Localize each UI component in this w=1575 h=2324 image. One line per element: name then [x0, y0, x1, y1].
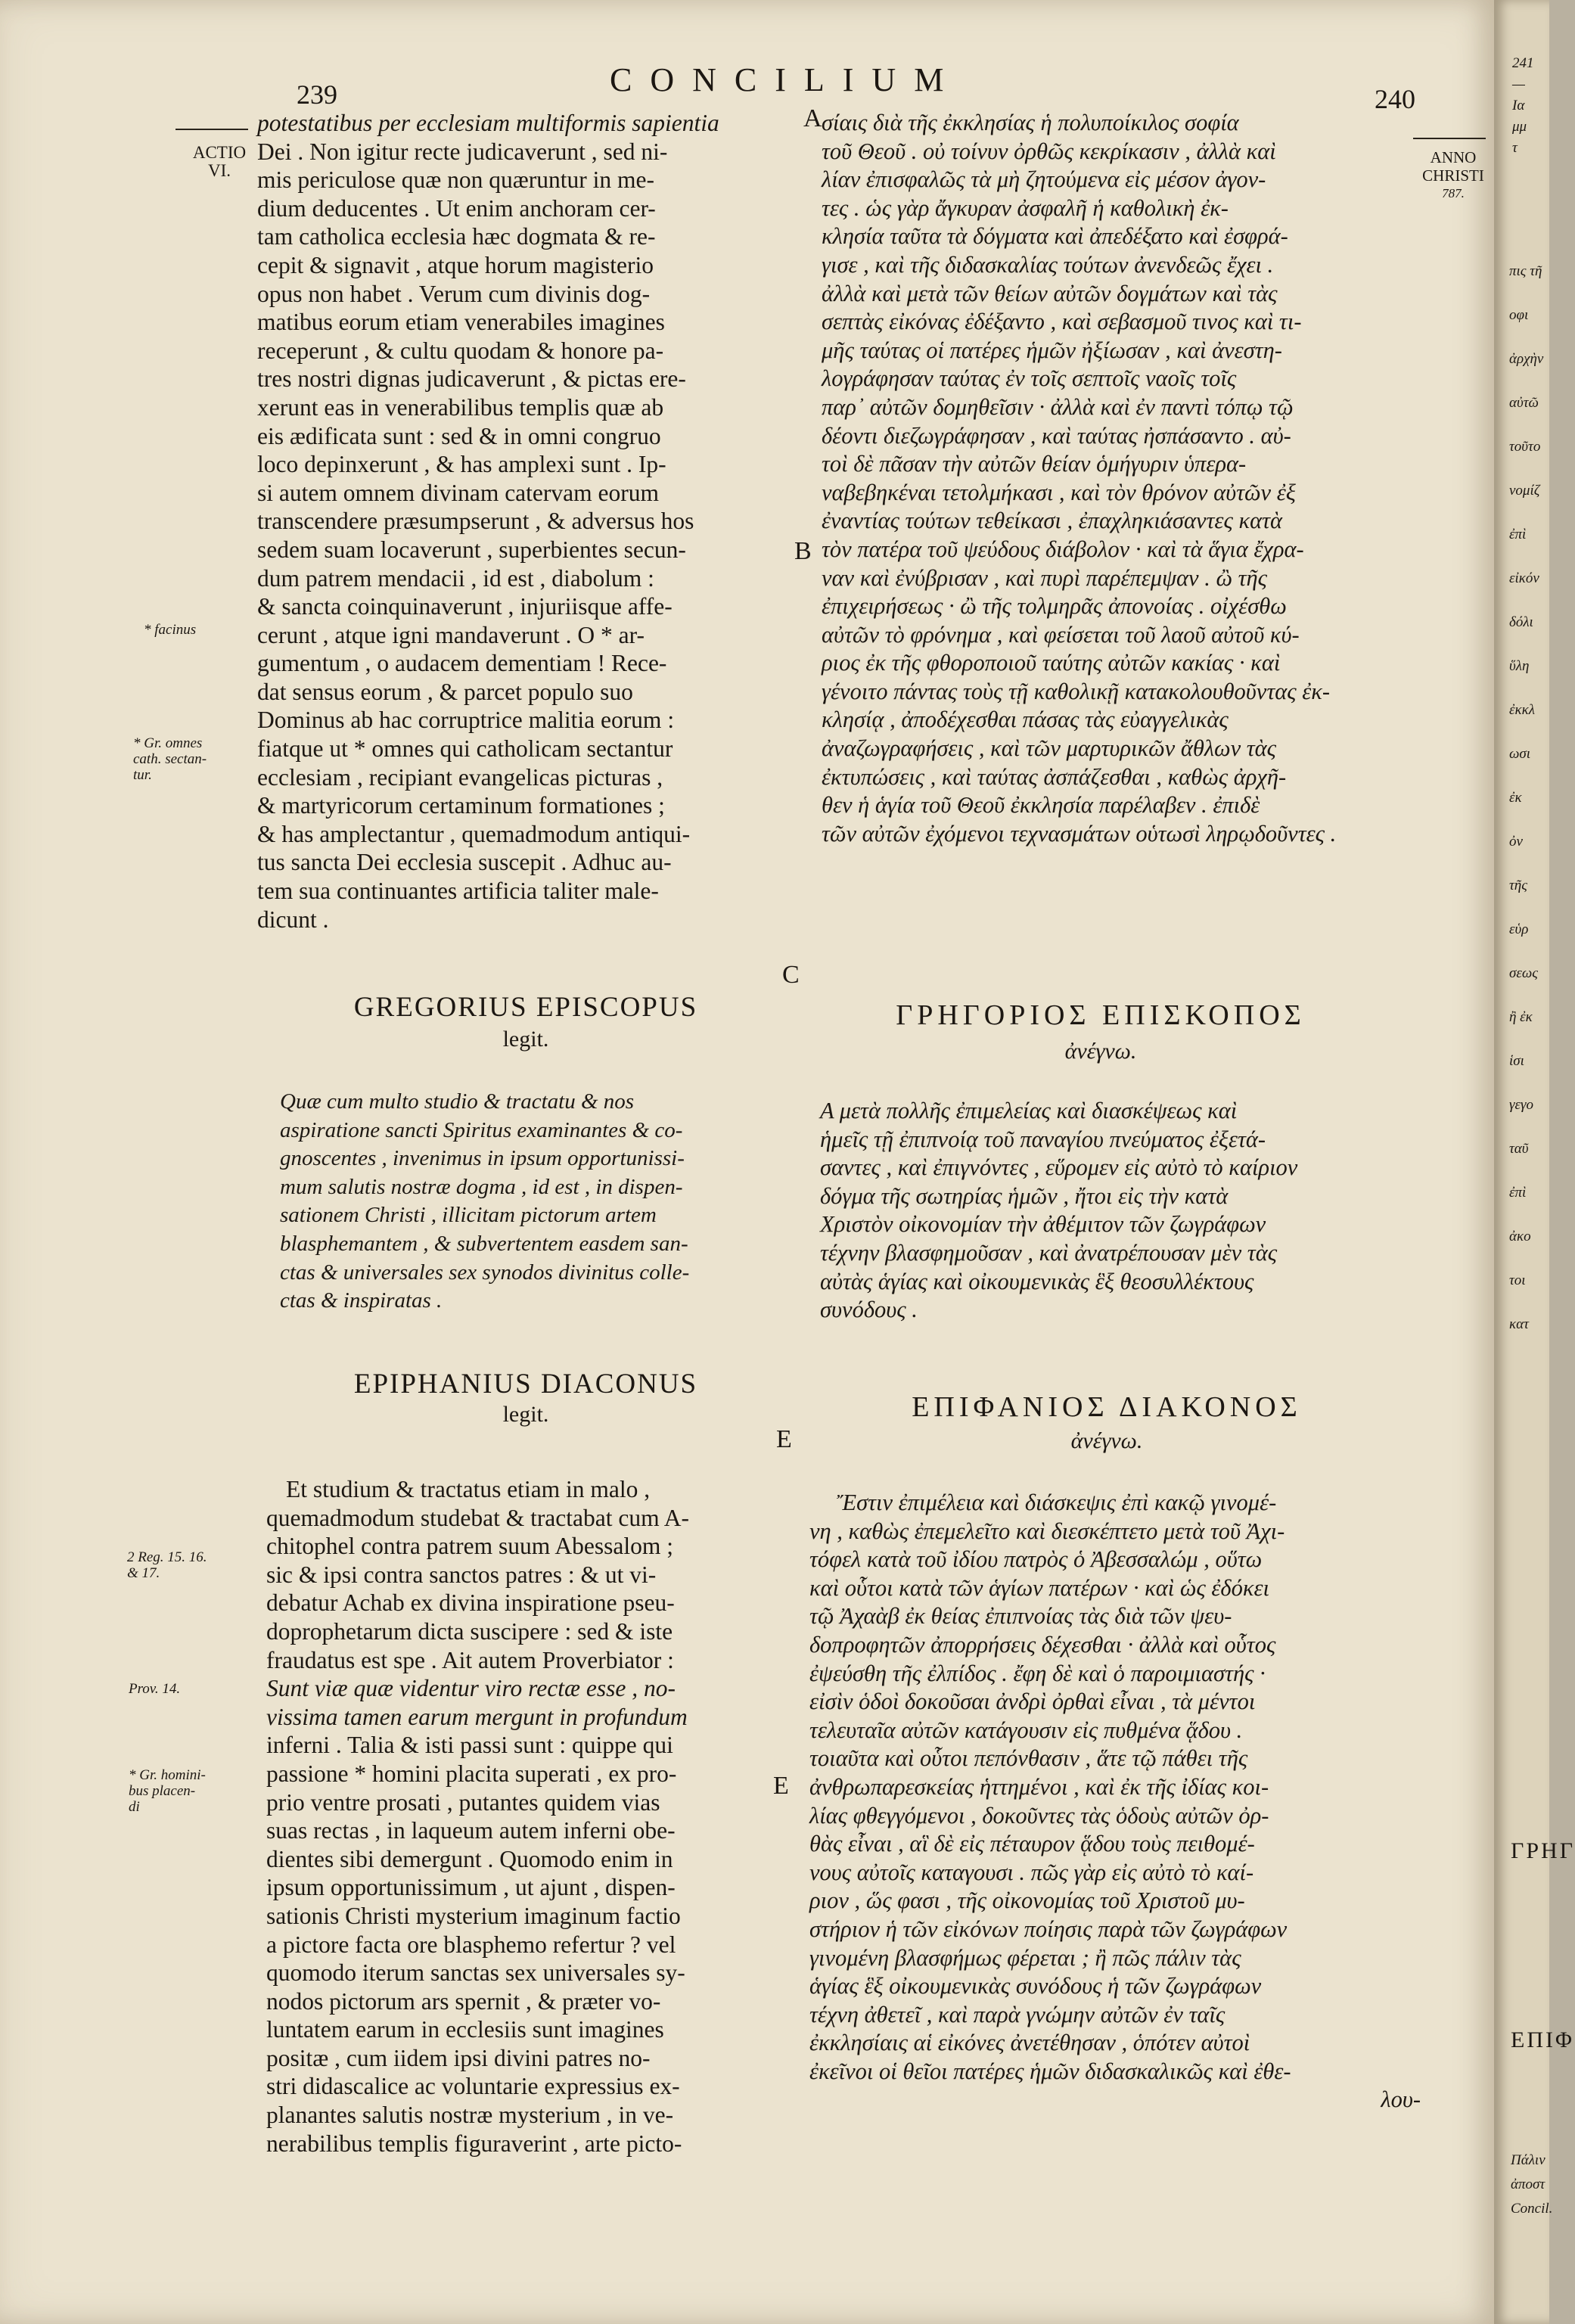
actio-label: [174, 144, 265, 180]
text-line: sedem suam locaverunt , superbientes secun-: [257, 536, 686, 563]
text-line: τέχνην βλασφημοῦσαν , καὶ ἀνατρέπουσαν μὲν τὰς: [820, 1239, 1278, 1266]
text-line: matibus eorum etiam venerabiles imagines: [257, 309, 665, 336]
text-line: σίαις διὰ τῆς ἐκκλησίας ἡ πολυποίκιλος σοφία: [822, 110, 1239, 135]
fragment-line: ταῦ: [1509, 1141, 1529, 1157]
text-line: αὐτῶν τὸ φρόνημα , καὶ φείσεται τοῦ λαοῦ αὐτοῦ κύ-: [822, 621, 1300, 648]
text-line: τέχνη ἀθετεῖ , καὶ παρὰ γνώμην αὐτῶν ἐν ταῖς: [809, 2001, 1226, 2027]
text-line: μῆς ταύτας οἱ πατέρες ἡμῶν ἠξίωσαν , καὶ ἀνεστη-: [822, 337, 1282, 363]
text-line: νους αὐτοῖς καταγουσι . πῶς γὰρ εἰς αὐτὸ τὸ καί-: [809, 1859, 1254, 1885]
text-line: sationis Christi mysterium imaginum factio: [266, 1902, 681, 1929]
text-line: vissima tamen earum mergunt in profundum: [266, 1703, 688, 1730]
page-number-right: 240: [1375, 84, 1415, 114]
text-line: suas rectas , in laqueum autem inferni obe-: [266, 1817, 676, 1844]
marginal-note-facinus: * facinus: [144, 622, 197, 638]
text-line: θὰς εἶναι , αἳ δὲ εἰς πέταυρον ᾅδου τοὺς πειθομέ-: [809, 1831, 1255, 1857]
text-line: passione * homini placita superati , ex pro-: [266, 1760, 677, 1787]
text-line: quemadmodum studebat & tractabat cum A-: [266, 1504, 689, 1531]
note-line: * Gr. omnes: [133, 735, 203, 751]
text-line: ριος ἐκ τῆς φθοροποιοῦ ταύτης αὐτῶν κακίας · καὶ: [822, 650, 1281, 676]
text-line: ipsum opportunissimum , ut ajunt , dispen-: [266, 1874, 676, 1901]
section-marker-b: B: [794, 537, 812, 565]
fragment-line: ἐκ: [1509, 790, 1522, 806]
fragment-line: τ: [1512, 140, 1518, 156]
note-line: 2 Reg. 15. 16.: [127, 1549, 207, 1565]
next-page-heading-epif: ΕΠΙΦ: [1511, 2027, 1574, 2052]
marginal-note-gr-homini: [129, 1767, 227, 1815]
gregorius-sub-greek: ἀνέγνω.: [1064, 1039, 1137, 1064]
text-line: ἐκεῖνοι οἱ θεῖοι πατέρες ἡμῶν διδασκαλικῶς καὶ ἐθε-: [809, 2058, 1291, 2084]
gregorius-latin-text: [280, 1088, 788, 1316]
text-line: Et studium & tractatus etiam in malo ,: [286, 1476, 651, 1502]
text-line: Α μετὰ πολλῆς ἐπιμελείας καὶ διασκέψεως καὶ: [820, 1098, 1238, 1123]
actio-word: ACTIO: [192, 143, 247, 162]
fragment-line: Ια: [1512, 98, 1525, 113]
note-line: tur.: [133, 767, 152, 783]
text-line: tam catholica ecclesia hæc dogmata & re-: [257, 223, 656, 250]
text-line: συνόδους .: [820, 1297, 918, 1323]
fragment-line: τῆς: [1509, 878, 1527, 893]
fragment-line: αὐτῶ: [1509, 395, 1539, 411]
fragment-line: δόλι: [1509, 614, 1533, 630]
fragment-line: ἐπὶ: [1509, 527, 1527, 542]
text-line: αὐτὰς ἁγίας καὶ οἰκουμενικὰς ἓξ θεοσυλλέκτους: [820, 1268, 1254, 1294]
next-page-edge: [1494, 0, 1575, 2324]
section-marker-a: A: [803, 104, 822, 132]
latin-column-top: [257, 109, 796, 934]
next-page-heading-grhg: ΓΡΗΓ: [1511, 1838, 1575, 1863]
text-line: aspiratione sancti Spiritus examinantes & co-: [280, 1117, 683, 1142]
fragment-line: τοι: [1509, 1272, 1526, 1288]
fragment-line: ἱσι: [1509, 1053, 1524, 1069]
text-line: ἀνθρωπαρεσκείας ἡττημένοι , καὶ ἐκ τῆς ἰδίας κοι-: [809, 1773, 1269, 1800]
margin-rule-right: [1413, 138, 1486, 139]
text-line: ἀναζωγραφήσεις , καὶ τῶν μαρτυρικῶν ἄθλων τὰς: [822, 735, 1277, 762]
text-line: mum salutis nostræ dogma , id est , in dispen-: [280, 1174, 683, 1199]
note-line: cath. sectan-: [133, 751, 207, 767]
epiphanius-heading-greek: ΕΠΙΦΑΝΙΟΣ ΔΙΑΚΟΝΟΣ: [912, 1391, 1302, 1423]
text-line: cerunt , atque igni mandaverunt . O * ar-: [257, 621, 645, 648]
text-line: κλησίᾳ , ἀποδέχεσθαι πάσας τὰς εὐαγγελικὰς: [822, 707, 1229, 733]
fragment-line: 241: [1512, 55, 1534, 71]
epiphanius-latin-text: [266, 1475, 788, 2158]
text-line: θεν ἡ ἁγία τοῦ Θεοῦ ἐκκλησία παρέλαβεν . ἐπιδὲ: [822, 792, 1260, 819]
text-line: opus non habet . Verum cum divinis dog-: [257, 280, 651, 307]
text-line: nerabilibus templis figuraverint , arte picto-: [266, 2130, 682, 2157]
text-line: νη , καθὼς ἐπεμελεῖτο καὶ διεσκέπτετο μετὰ τοῦ Ἀχι-: [809, 1518, 1285, 1544]
text-line: quomodo iterum sanctas sex universales sy-: [266, 1959, 685, 1987]
text-line: loco depinxerunt , & has amplexi sunt . Ip-: [257, 451, 666, 478]
text-line: Sunt viæ quæ videntur viro rectæ esse , no-: [266, 1675, 676, 1702]
text-line: receperunt , & cultu quodam & honore pa-: [257, 337, 664, 364]
text-line: ἐναντίας τούτων τεθείκασι , ἐπαχληκιάσαντες κατὰ: [822, 508, 1283, 534]
text-line: & sancta coinquinaverunt , injuriisque affe-: [257, 593, 673, 620]
text-line: ctas & universales sex synodos divinitus colle-: [280, 1260, 690, 1285]
text-line: prio ventre prosati , putantes quidem vias: [266, 1788, 660, 1816]
text-line: τοῦ Θεοῦ . οὐ τοίνυν ὀρθῶς κεκρίκασιν , ἀλλὰ καὶ: [822, 138, 1276, 164]
text-line: gnoscentes , invenimus in ipsum opportunissi-: [280, 1146, 685, 1171]
text-line: Dei . Non igitur recte judicaverunt , sed ni-: [257, 138, 668, 165]
text-line: ἐκτυπώσεις , καὶ ταύτας ἀσπάζεσθαι , καθὼς ἀρχῆ-: [822, 763, 1287, 790]
text-line: doprophetarum dicta suscipere : sed & iste: [266, 1617, 673, 1645]
text-line: εἰσὶν ὁδοὶ δοκοῦσαι ἀνδρὶ ὀρθαὶ εἶναι , τὰ μέντοι: [809, 1689, 1256, 1715]
text-line: Ἔστιν ἐπιμέλεια καὶ διάσκεψις ἐπὶ κακῷ γινομέ-: [837, 1490, 1277, 1515]
text-line: ἐκκλησίαις αἱ εἰκόνες ἀνετέθησαν , ὁπότεν αὐτοὶ: [809, 2030, 1250, 2056]
note-line: di: [129, 1799, 140, 1815]
fragment-line: τοῦτο: [1509, 439, 1541, 455]
gregorius-heading-greek: ΓΡΗΓΟΡΙΟΣ ΕΠΙΣΚΟΠΟΣ: [896, 999, 1306, 1031]
text-line: ἁγίας ἓξ οἰκουμενικὰς συνόδους ἡ τῶν ζωγράφων: [809, 1973, 1262, 1999]
next-page-bottom: [1511, 2148, 1552, 2221]
marginal-note-reg: [127, 1549, 241, 1581]
next-page-top: [1512, 53, 1534, 159]
text-line: tem sua continuantes artificia taliter male-: [257, 878, 659, 905]
running-title: CONCILIUM: [610, 61, 962, 98]
text-line: dicunt .: [257, 906, 329, 933]
text-line: λίαν ἐπισφαλῶς τὰ μὴ ζητούμενα εἰς μέσον ἀγον-: [822, 166, 1266, 193]
note-line: * Gr. homini-: [129, 1767, 206, 1783]
text-line: ναβεβηκέναι τετολμήκασι , καὶ τὸν θρόνον αὐτῶν ἐξ: [822, 479, 1296, 505]
section-marker-e-2: E: [773, 1772, 789, 1800]
text-line: nodos pictorum ars spernit , & præter vo-: [266, 1987, 661, 2015]
text-line: λου-: [1381, 2086, 1421, 2113]
fragment-line: ἀκο: [1509, 1229, 1531, 1244]
fragment-line: νομίζ: [1509, 483, 1540, 499]
fragment-line: ὕλη: [1509, 658, 1530, 674]
text-line: λογράφησαν ταύτας ἐν τοῖς σεπτοῖς ναοῖς τοῖς: [822, 365, 1237, 392]
fragment-line: ἀρχὴν: [1509, 351, 1544, 367]
text-line: ἀλλὰ καὶ μετὰ τῶν θείων αὐτῶν δογμάτων καὶ τὰς: [822, 280, 1278, 306]
text-line: Dominus ab hac corruptrice malitia eorum :: [257, 707, 675, 734]
text-line: δέοντι διεζωγράφησαν , καὶ ταύτας ἠσπάσαντο . αὐ-: [822, 422, 1291, 449]
text-line: σεπτὰς εἰκόνας ἐδέξαντο , καὶ σεβασμοῦ τινος καὶ τι-: [822, 309, 1302, 335]
text-line: eis ædificata sunt : sed & in omni congruo: [257, 422, 661, 449]
text-line: τοὶ δὲ πᾶσαν τὴν αὐτῶν θείαν ὁμήγυριν ὑπερα-: [822, 451, 1247, 477]
text-line: τόφελ κατὰ τοῦ ἰδίου πατρὸς ὁ Ἀβεσσαλώμ , οὕτω: [809, 1546, 1263, 1573]
fragment-line: σεως: [1509, 965, 1538, 981]
fragment-line: πις τῆ: [1509, 263, 1542, 279]
fragment-line: μμ: [1512, 119, 1527, 135]
fragment-line: Concil.: [1511, 2201, 1553, 2217]
text-line: a pictore facta ore blasphemo refertur ? vel: [266, 1931, 676, 1958]
fragment-line: κατ: [1509, 1316, 1529, 1332]
text-line: δοπροφητῶν ἀπορρήσεις δέχεσθαι · ἀλλὰ καὶ οὗτος: [809, 1631, 1276, 1658]
text-line: ἡμεῖς τῇ ἐπιπνοίᾳ τοῦ παναγίου πνεύματος ἐξετά-: [820, 1126, 1266, 1152]
text-line: sic & ipsi contra sanctos patres : & ut vi-: [266, 1561, 657, 1588]
text-line: γένοιτο πάντας τοὺς τῇ καθολικῇ κατακολουθοῦντας ἐκ-: [822, 678, 1331, 704]
text-line: positæ , cum iidem ipsi divini patres no-: [266, 2044, 651, 2071]
text-line: & has amplectantur , quemadmodum antiqui-: [257, 820, 691, 847]
text-line: τῷ Ἀχαὰβ ἐκ θείας ἐπιπνοίας τὰς διὰ τῶν ψευ-: [809, 1603, 1232, 1630]
gregorius-heading-latin: GREGORIUS EPISCOPUS: [353, 992, 698, 1023]
fragment-line: —: [1512, 76, 1525, 92]
text-line: & martyricorum certaminum formationes ;: [257, 792, 665, 819]
text-line: τοιαῦτα καὶ οὗτοι πεπόνθασιν , ἅτε τῷ πάθει τῆς: [809, 1745, 1248, 1772]
note-line: & 17.: [127, 1565, 160, 1581]
text-line: debatur Achab ex divina inspiratione pseu-: [266, 1589, 675, 1617]
text-line: blasphemantem , & subvertentem easdem san-: [280, 1231, 688, 1256]
year-number: 787.: [1442, 186, 1465, 200]
text-line: τῶν αὐτῶν ἐχόμενοι τεχνασμάτων οὑτωσὶ ληρῳδοῦντες .: [822, 820, 1337, 847]
text-line: τὸν πατέρα τοῦ ψεύδους διάβολον · καὶ τὰ ἅγια ἔχρα-: [822, 536, 1304, 562]
text-line: gumentum , o audacem dementiam ! Rece-: [257, 650, 667, 677]
gregorius-sub-latin: legit.: [502, 1027, 549, 1052]
christi-word: CHRISTI: [1422, 166, 1484, 185]
fragment-line: ωσι: [1509, 746, 1531, 762]
text-line: λίας φθεγγόμενοι , δοκοῦντες τὰς ὁδοὺς αὐτῶν ὀρ-: [809, 1802, 1269, 1828]
gregorius-greek-text: [820, 1097, 1418, 1325]
next-page-lines: [1509, 250, 1543, 1347]
text-line: γισε , καὶ τῆς διδασκαλίας τούτων ἀνενδεῶς ἔχει .: [822, 251, 1274, 278]
text-line: stri didascalice ac voluntarie expressius ex-: [266, 2073, 680, 2100]
text-line: κλησία ταῦτα τὰ δόγματα καὶ ἀπεδέξατο καὶ ἐσφρά-: [822, 223, 1288, 250]
fragment-line: ἢ ἐκ: [1509, 1009, 1533, 1025]
text-line: Quæ cum multo studio & tractatu & nos: [280, 1089, 635, 1114]
text-line: ναν καὶ ἐνύβρισαν , καὶ πυρὶ παρέπεμψαν . ὢ τῆς: [822, 564, 1268, 591]
epiphanius-sub-greek: ἀνέγνω.: [1070, 1428, 1143, 1453]
text-line: Χριστὸν οἰκονομίαν τὴν ἀθέμιτον τῶν ζωγράφων: [820, 1211, 1266, 1238]
fragment-line: ἐκκλ: [1509, 702, 1535, 718]
text-line: luntatem earum in ecclesiis sunt imagines: [266, 2016, 664, 2043]
page-number-left: 239: [297, 79, 337, 110]
text-line: γινομένη βλασφήμως φέρεται ; ἢ πῶς πάλιν τὰς: [809, 1944, 1241, 1971]
text-line: παρ᾽ αὐτῶν δομηθεῖσιν · ἀλλὰ καὶ ἐν παντὶ τόπῳ τῷ: [822, 393, 1294, 420]
text-line: στήριον ἡ τῶν εἰκόνων ποίησις παρὰ τῶν ζωγράφων: [809, 1915, 1288, 1942]
text-line: transcendere præsumpserunt , & adversus hos: [257, 508, 694, 535]
text-line: dium deducentes . Ut enim anchoram cer-: [257, 194, 656, 222]
text-line: si autem omnem divinam catervam eorum: [257, 479, 659, 506]
marginal-note-gr-omnes: [133, 735, 224, 783]
fragment-line: οφι: [1509, 307, 1529, 323]
note-line: bus placen-: [129, 1783, 196, 1799]
fragment-line: εἰκόν: [1509, 570, 1539, 586]
section-marker-e: E: [776, 1425, 792, 1453]
fragment-line: Πάλιν: [1511, 2152, 1545, 2168]
text-line: ἐπιχειρήσεως · ὢ τῆς τολμηρᾶς ἀπονοίας . οἰχέσθω: [822, 593, 1287, 620]
greek-column-top: [822, 109, 1419, 848]
text-line: dum patrem mendacii , id est , diabolum :: [257, 564, 654, 592]
fragment-line: εὑρ: [1509, 921, 1529, 937]
text-line: dat sensus eorum , & parcet populo suo: [257, 678, 633, 705]
text-line: inferni . Talia & isti passi sunt : quippe qui: [266, 1732, 673, 1759]
section-marker-c: C: [782, 961, 800, 989]
fragment-line: ὀν: [1509, 834, 1523, 850]
text-line: sationem Christi , illicitam pictorum artem: [280, 1203, 657, 1228]
text-line: planantes salutis nostræ mysterium , in ve-: [266, 2102, 674, 2129]
text-line: τελευταῖα αὐτῶν κατάγουσιν εἰς πυθμένα ᾅδου .: [809, 1717, 1243, 1743]
anno-word: ANNO: [1430, 148, 1477, 166]
text-line: mis periculose quæ non quæruntur in me-: [257, 166, 654, 194]
margin-rule-left: [176, 129, 248, 130]
anno-christi-label: [1417, 148, 1490, 203]
text-line: tus sancta Dei ecclesia suscepit . Adhuc au-: [257, 849, 672, 876]
text-line: fraudatus est spe . Ait autem Proverbiator :: [266, 1646, 674, 1673]
text-line: τες . ὡς γὰρ ἄγκυραν ἀσφαλῆ ἡ καθολικὴ ἐκ-: [822, 194, 1229, 221]
fragment-line: ἐπὶ: [1509, 1185, 1527, 1201]
text-line: fiatque ut * omnes qui catholicam sectantur: [257, 735, 673, 763]
text-line: ctas & inspiratas .: [280, 1288, 443, 1313]
text-line: tres nostri dignas judicaverunt , & pictas ere-: [257, 365, 686, 393]
fragment-line: γεγο: [1509, 1097, 1533, 1113]
text-line: ἐψεύσθη τῆς ἐλπίδος . ἔφη δὲ καὶ ὁ παροιμιαστής ·: [809, 1660, 1266, 1686]
fragment-line: ἀποστ: [1511, 2176, 1545, 2192]
text-line: potestatibus per ecclesiam multiformis sapientia: [257, 110, 719, 136]
text-line: δόγμα τῆς σωτηρίας ἡμῶν , ἤτοι εἰς τὴν κατὰ: [820, 1182, 1229, 1209]
text-line: dientes sibi demergunt . Quomodo enim in: [266, 1845, 673, 1872]
actio-number: VI.: [207, 161, 231, 180]
text-line: xerunt eas in venerabilibus templis quæ ab: [257, 393, 664, 421]
text-line: ecclesiam , recipiant evangelicas picturas ,: [257, 763, 663, 791]
marginal-note-prov: Prov. 14.: [129, 1681, 181, 1697]
text-line: καὶ οὗτοι κατὰ τῶν ἁγίων πατέρων · καὶ ὡς ἐδόκει: [809, 1574, 1269, 1601]
text-line: chitophel contra patrem suum Abessalom ;: [266, 1533, 674, 1560]
text-line: cepit & signavit , atque horum magisterio: [257, 251, 654, 278]
epiphanius-heading-latin: EPIPHANIUS DIACONUS: [353, 1369, 698, 1400]
epiphanius-greek-text: [809, 1489, 1421, 2114]
epiphanius-sub-latin: legit.: [502, 1402, 549, 1427]
text-line: ριον , ὥς φασι , τῆς οἰκονομίας τοῦ Χριστοῦ μυ-: [809, 1887, 1245, 1914]
text-line: σαντες , καὶ ἐπιγνόντες , εὕρομεν εἰς αὐτὸ τὸ καίριον: [820, 1154, 1298, 1181]
